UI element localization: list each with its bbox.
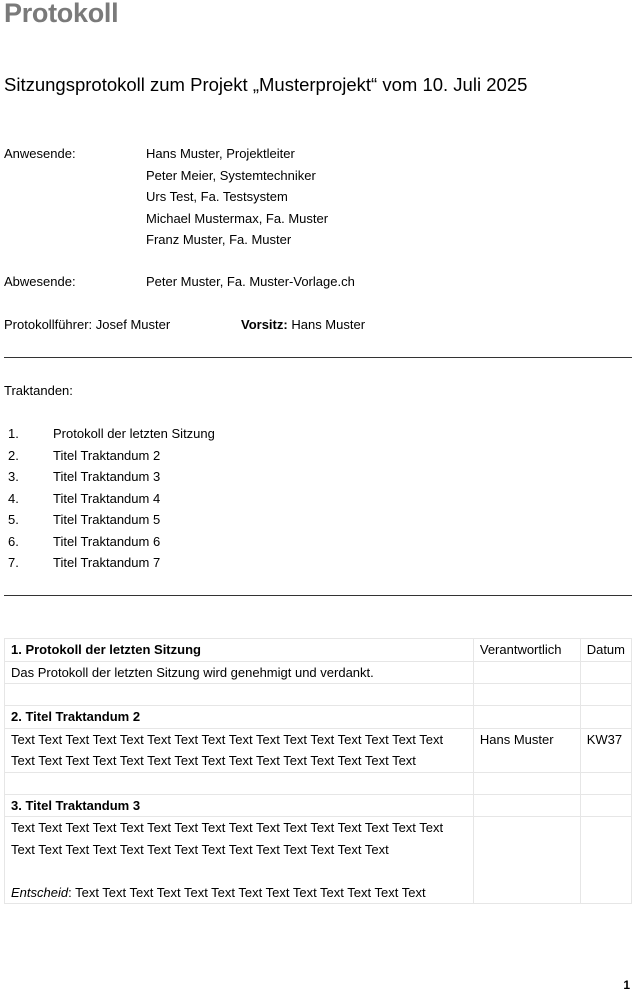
present-person: Franz Muster, Fa. Muster xyxy=(146,232,292,247)
agenda-number: 4. xyxy=(8,490,19,506)
present-person: Hans Muster, Projektleiter xyxy=(146,146,295,161)
agenda-item xyxy=(8,509,215,531)
agenda-number: 5. xyxy=(8,512,19,527)
agenda-title: Titel Traktandum 7 xyxy=(53,555,161,570)
decision-line xyxy=(11,882,467,904)
responsible-cell xyxy=(473,661,580,684)
agenda-title: Titel Traktandum 6 xyxy=(53,533,161,549)
agenda-item xyxy=(8,488,215,510)
agenda-title: Titel Traktandum 2 xyxy=(53,447,161,463)
chair-name: Hans Muster xyxy=(291,317,366,332)
responsible-cell xyxy=(473,817,580,904)
agenda-number: 6. xyxy=(8,533,19,549)
section-body: Text Text Text Text Text Text Text Text Text Text Text Text Text Text Text Text Text Text Text Text Text Text Text Text Text Text Text Text Text Text xyxy=(11,820,444,857)
chair-label: Vorsitz: xyxy=(241,317,288,332)
document-title: Protokoll xyxy=(4,0,119,28)
present-person: Michael Mustermax, Fa. Muster xyxy=(146,210,329,226)
present-person: Urs Test, Fa. Testsystem xyxy=(146,189,288,204)
present-person: Peter Meier, Systemtechniker xyxy=(146,167,316,183)
table-row xyxy=(5,794,632,817)
table-row-spacer xyxy=(5,684,632,706)
section-content xyxy=(5,817,474,904)
agenda-item xyxy=(8,423,215,445)
agenda-item xyxy=(8,445,215,467)
agenda-title: Titel Traktandum 5 xyxy=(53,512,161,527)
decision-text: : Text Text Text Text Text Text Text Text Text Text Text Text Text xyxy=(68,884,426,900)
agenda-list xyxy=(8,423,215,574)
responsible-cell: Hans Muster xyxy=(473,728,580,772)
date-cell: KW37 xyxy=(580,728,631,772)
date-cell xyxy=(580,817,631,904)
recorder-name: Josef Muster xyxy=(95,317,171,332)
agenda-title: Titel Traktandum 4 xyxy=(53,490,161,506)
present-label: Anwesende: xyxy=(4,146,76,161)
page-number: 1 xyxy=(623,978,630,992)
section-heading: 1. Protokoll der letzten Sitzung xyxy=(5,639,474,662)
divider xyxy=(4,357,632,358)
absent-label: Abwesende: xyxy=(4,274,76,289)
section-body: Das Protokoll der letzten Sitzung wird genehmigt und verdankt. xyxy=(5,661,474,684)
table-row-spacer xyxy=(5,772,632,794)
present-list xyxy=(146,143,328,251)
decision-label: Entscheid xyxy=(11,884,69,900)
date-cell xyxy=(580,661,631,684)
absent-person: Peter Muster, Fa. Muster-Vorlage.ch xyxy=(146,274,355,289)
agenda-number: 3. xyxy=(8,469,19,484)
agenda-title: Protokoll der letzten Sitzung xyxy=(53,426,215,441)
agenda-item xyxy=(8,552,215,574)
recorder-label: Protokollführer: xyxy=(4,317,93,332)
divider xyxy=(4,595,632,596)
document-subtitle: Sitzungsprotokoll zum Projekt „Musterprojekt“ vom 10. Juli 2025 xyxy=(4,74,528,95)
column-header-responsible: Verantwortlich xyxy=(473,639,580,662)
agenda-number: 1. xyxy=(8,426,19,441)
section-heading: 3. Titel Traktandum 3 xyxy=(5,794,474,817)
agenda-title: Titel Traktandum 3 xyxy=(53,469,161,484)
agenda-number: 2. xyxy=(8,447,19,463)
table-row xyxy=(5,817,632,904)
recorder-line xyxy=(4,314,170,336)
agenda-number: 7. xyxy=(8,555,19,570)
table-row xyxy=(5,661,632,684)
table-row xyxy=(5,706,632,729)
column-header-date: Datum xyxy=(580,639,631,662)
table-row xyxy=(5,639,632,662)
agenda-item xyxy=(8,466,215,488)
minutes-table xyxy=(4,638,632,904)
chair-line xyxy=(241,314,365,336)
table-row xyxy=(5,728,632,772)
agenda-item xyxy=(8,531,215,553)
agenda-label: Traktanden: xyxy=(4,383,73,398)
section-body: Text Text Text Text Text Text Text Text Text Text Text Text Text Text Text Text Text Text Text Text Text Text Text Text Text Text Text Text Text Text Text xyxy=(5,728,474,772)
section-heading: 2. Titel Traktandum 2 xyxy=(5,706,474,729)
